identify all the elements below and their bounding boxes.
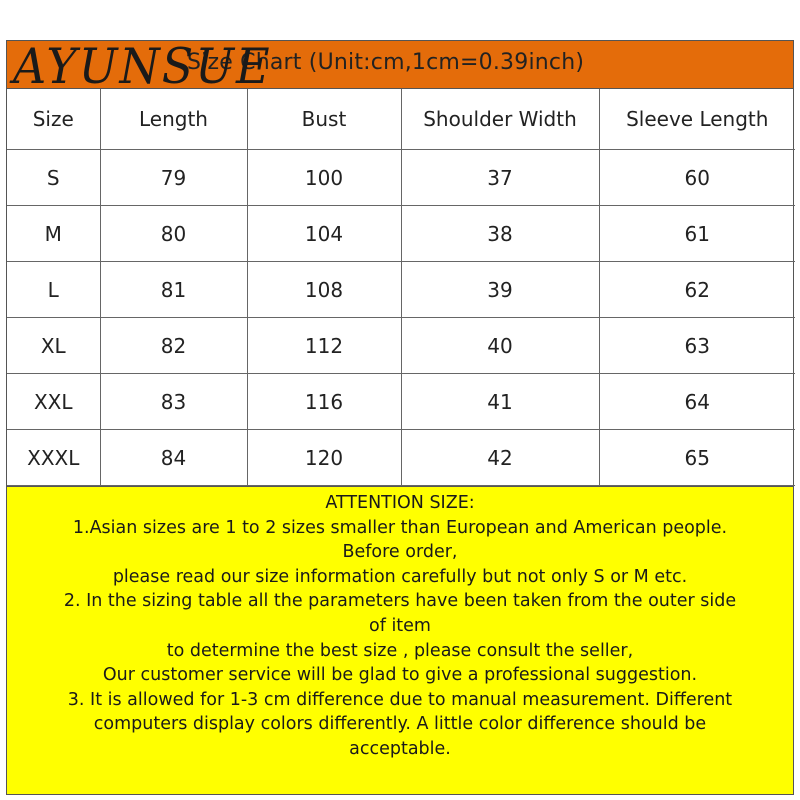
cell-bust: 104 [247,206,401,262]
attention-heading: ATTENTION SIZE: [325,493,475,513]
column-header-size: Size [7,89,100,150]
cell-length: 81 [100,262,247,318]
cell-size: M [7,206,100,262]
cell-shoulder-width: 37 [401,150,599,206]
cell-shoulder-width: 40 [401,318,599,374]
attention-line: computers display colors differently. A little color difference should be [93,714,707,735]
cell-shoulder-width: 39 [401,262,599,318]
title-bar [7,37,793,95]
cell-sleeve-length: 61 [599,206,795,262]
attention-line: to determine the best size , please consult the seller, [166,640,634,661]
cell-length: 82 [100,318,247,374]
attention-line: please read our size information carefully but not only S or M etc. [112,566,688,587]
table-row [7,318,795,374]
column-header-length: Length [100,89,247,150]
cell-sleeve-length: 65 [599,430,795,486]
attention-line: of item [369,615,431,636]
cell-bust: 112 [247,318,401,374]
size-table [7,89,795,486]
table-row [7,374,795,430]
attention-line: Our customer service will be glad to give a professional suggestion. [102,665,698,686]
cell-bust: 100 [247,150,401,206]
cell-size: L [7,262,100,318]
cell-length: 84 [100,430,247,486]
cell-size: XL [7,318,100,374]
cell-bust: 108 [247,262,401,318]
cell-sleeve-length: 63 [599,318,795,374]
cell-bust: 120 [247,430,401,486]
cell-size: XXXL [7,430,100,486]
cell-size: S [7,150,100,206]
cell-shoulder-width: 41 [401,374,599,430]
cell-sleeve-length: 64 [599,374,795,430]
column-header-sleeve-length: Sleeve Length [599,89,795,150]
table-row [7,430,795,486]
attention-notice [7,486,793,794]
attention-line: acceptable. [349,738,451,759]
cell-shoulder-width: 42 [401,430,599,486]
brand-logo: AYUNSUE [13,37,272,95]
column-header-bust: Bust [247,89,401,150]
size-chart [6,37,794,795]
cell-shoulder-width: 38 [401,206,599,262]
cell-length: 79 [100,150,247,206]
cell-sleeve-length: 62 [599,262,795,318]
table-header-row [7,89,795,150]
attention-line: 1.Asian sizes are 1 to 2 sizes smaller than European and American people. [72,517,728,538]
table-row [7,150,795,206]
attention-line: 3. It is allowed for 1-3 cm difference due to manual measurement. Different [67,689,733,710]
chart-title: Size Chart (Unit:cm,1cm=0.39inch) [187,50,585,75]
attention-line: Before order, [342,542,458,563]
cell-length: 83 [100,374,247,430]
cell-sleeve-length: 60 [599,150,795,206]
table-row [7,262,795,318]
table-row [7,206,795,262]
cell-length: 80 [100,206,247,262]
cell-bust: 116 [247,374,401,430]
column-header-shoulder-width: Shoulder Width [401,89,599,150]
cell-size: XXL [7,374,100,430]
attention-line: 2. In the sizing table all the parameters have been taken from the outer side [63,591,737,612]
